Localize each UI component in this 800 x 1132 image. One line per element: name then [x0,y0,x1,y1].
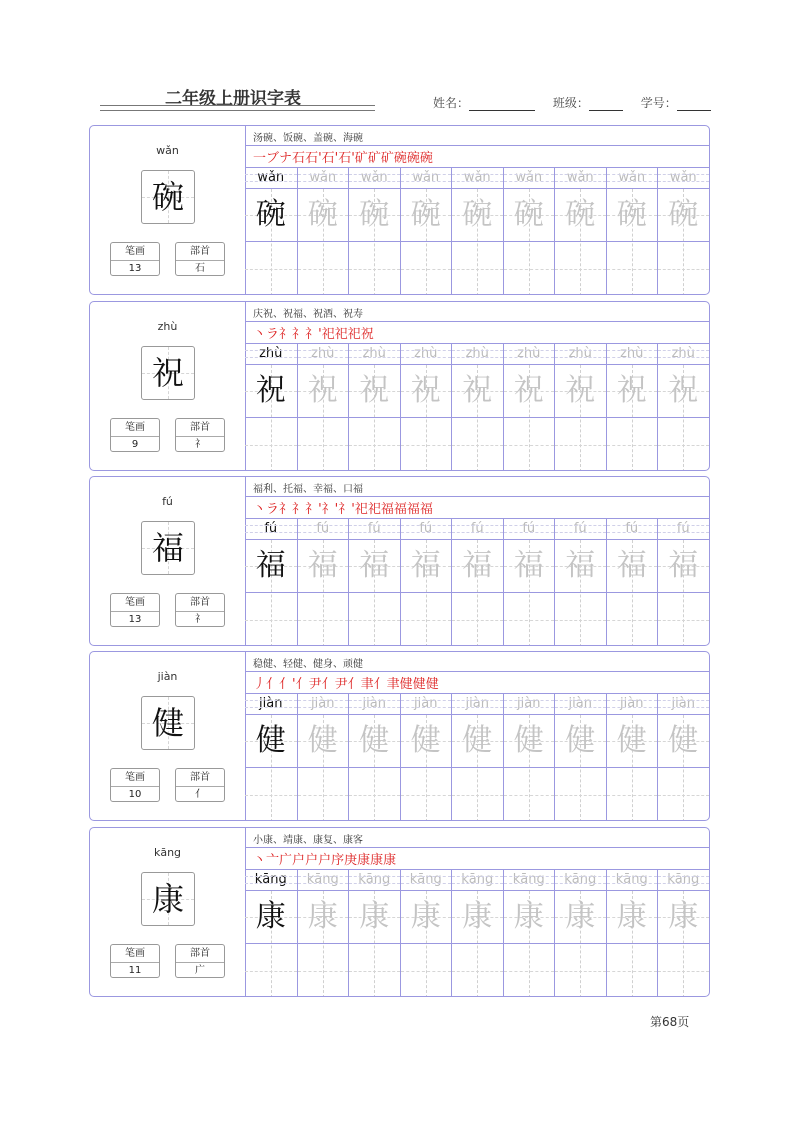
stroke-step: 礻 [292,327,306,342]
practice-cell[interactable] [657,869,709,997]
practice-cell[interactable] [503,869,555,997]
practice-char: 祝 [616,373,647,408]
practice-cell[interactable] [503,518,555,646]
practice-char: 福 [565,548,596,583]
practice-char: 福 [668,548,699,583]
practice-pinyin: wǎn [349,167,400,189]
practice-cell[interactable] [245,693,297,821]
stroke-step: 祀 [367,502,381,517]
stroke-count-label: 笔画 [111,769,159,787]
stroke-step: 矿 [354,151,368,166]
practice-grid [245,693,709,821]
stroke-step: ラ [266,327,280,342]
radical-box [175,242,225,276]
stroke-count-label: 笔画 [111,419,159,437]
stroke-step: ブ [266,151,280,166]
practice-pinyin: jiàn [245,693,297,715]
stroke-step: 石' [321,151,339,166]
practice-cell[interactable] [503,693,555,821]
practice-pinyin: jiàn [349,693,400,715]
practice-char: 康 [462,899,493,934]
stroke-step: 亻 [266,677,280,692]
practice-pinyin: kāng [349,869,400,891]
stroke-step: 康 [383,853,397,868]
char-info-panel [90,126,246,294]
example-words: 小康、靖康、康复、康客 [253,835,363,846]
practice-cell[interactable] [657,167,709,295]
practice-grid [245,869,709,997]
practice-pinyin: fú [504,518,555,540]
char-box [141,170,195,224]
practice-char: 祝 [255,373,286,408]
stroke-count-value: 11 [128,965,142,976]
page-title: 二年级上册识字表 [165,89,301,109]
practice-pinyin: fú [607,518,658,540]
char-card [89,476,710,646]
practice-cell[interactable] [554,343,606,471]
stroke-step: 丶 [253,327,267,342]
char-box [141,696,195,750]
char-card [89,301,710,471]
practice-pinyin: jiàn [555,693,606,715]
practice-cell[interactable] [245,869,297,997]
practice-cell[interactable] [503,343,555,471]
stroke-step: 户 [318,853,332,868]
stroke-step: ラ [266,502,280,517]
stroke-step: 祝 [360,327,374,342]
practice-char: 碗 [668,197,699,232]
stroke-step: 祀 [347,327,361,342]
id-label: 学号： [640,96,677,110]
practice-char: 康 [255,899,286,934]
practice-cell[interactable] [348,167,400,295]
practice-cell[interactable] [503,167,555,295]
practice-char: 碗 [565,197,596,232]
char-large: 福 [151,529,184,567]
practice-cell[interactable] [245,518,297,646]
practice-char: 碗 [359,197,390,232]
stroke-step: 亻尹 [321,677,348,692]
practice-char: 碗 [307,197,338,232]
practice-char: 福 [255,548,286,583]
radical-label: 部首 [176,419,224,437]
practice-cell[interactable] [245,343,297,471]
stroke-step: 亻聿 [347,677,374,692]
practice-char: 康 [616,899,647,934]
practice-char: 祝 [565,373,596,408]
practice-panel [245,302,709,470]
radical-box [175,418,225,452]
practice-char: 福 [462,548,493,583]
stroke-step: 礻' [305,502,322,517]
practice-pinyin: kāng [607,869,658,891]
stroke-step: 亻' [279,677,296,692]
char-box [141,346,195,400]
stroke-step: 健 [399,677,413,692]
radical-value: 广 [195,965,205,976]
radical-box [175,593,225,627]
practice-pinyin: zhù [298,343,349,365]
practice-pinyin: wǎn [401,167,452,189]
stroke-order [253,849,396,868]
stroke-step: 碗 [393,151,407,166]
practice-cell[interactable] [451,167,503,295]
char-pinyin: zhù [157,320,178,333]
stroke-count-value: 13 [128,614,142,625]
practice-char: 福 [410,548,441,583]
practice-cell[interactable] [554,167,606,295]
stroke-step: 广 [279,853,293,868]
practice-pinyin: jiàn [504,693,555,715]
radical-value: 亻 [195,789,205,800]
practice-char: 碗 [462,197,493,232]
practice-pinyin: fú [298,518,349,540]
practice-pinyin: zhù [245,343,297,365]
practice-cell[interactable] [554,693,606,821]
practice-char: 碗 [513,197,544,232]
practice-char: 健 [307,723,338,758]
char-pinyin: kāng [153,846,182,859]
stroke-count-label: 笔画 [111,243,159,261]
name-label: 姓名： [433,96,470,110]
class-label: 班级： [552,96,589,110]
practice-char: 祝 [410,373,441,408]
title-underline [100,105,375,111]
practice-cell[interactable] [657,343,709,471]
practice-pinyin: zhù [452,343,503,365]
stroke-count-label: 笔画 [111,945,159,963]
practice-pinyin: fú [349,518,400,540]
practice-char: 祝 [462,373,493,408]
practice-char: 健 [565,723,596,758]
practice-pinyin: kāng [298,869,349,891]
practice-cell[interactable] [451,869,503,997]
practice-pinyin: fú [245,518,297,540]
practice-char: 健 [410,723,441,758]
stroke-step: 户 [292,853,306,868]
practice-cell[interactable] [297,518,349,646]
practice-pinyin: wǎn [555,167,606,189]
char-info-panel [90,302,246,470]
practice-char: 康 [307,899,338,934]
practice-char: 祝 [359,373,390,408]
radical-label: 部首 [176,243,224,261]
practice-char: 健 [255,723,286,758]
stroke-count-box [110,768,160,802]
stroke-step: 福 [406,502,420,517]
practice-pinyin: wǎn [298,167,349,189]
char-card [89,827,710,997]
radical-label: 部首 [176,594,224,612]
practice-cell[interactable] [348,518,400,646]
practice-cell[interactable] [297,869,349,997]
practice-char: 福 [616,548,647,583]
stroke-count-box [110,242,160,276]
stroke-step: 礻' [305,327,322,342]
practice-pinyin: zhù [658,343,709,365]
stroke-step: 礻 [279,502,293,517]
practice-char: 福 [359,548,390,583]
stroke-step: 丶 [253,502,267,517]
practice-char: 健 [513,723,544,758]
stroke-step: 祀 [321,327,335,342]
practice-pinyin: wǎn [658,167,709,189]
example-words: 汤碗、饭碗、盖碗、海碗 [253,133,363,144]
stroke-step: 祀 [354,502,368,517]
practice-char: 健 [668,723,699,758]
practice-pinyin: fú [555,518,606,540]
stroke-order [253,498,433,517]
practice-cell[interactable] [554,869,606,997]
char-large: 碗 [151,178,184,216]
radical-box [175,944,225,978]
practice-panel [245,126,709,294]
stroke-step: 福 [419,502,433,517]
stroke-step: 序 [331,853,345,868]
stroke-step: 户 [305,853,319,868]
example-words: 庆祝、祝福、祝酒、祝寿 [253,309,363,320]
student-fields [433,94,711,111]
stroke-count-value: 13 [128,263,142,274]
practice-char: 碗 [255,197,286,232]
practice-char: 康 [565,899,596,934]
stroke-count-box [110,418,160,452]
practice-cell[interactable] [348,693,400,821]
practice-cell[interactable] [451,343,503,471]
practice-cell[interactable] [348,343,400,471]
radical-value: 礻 [195,439,205,450]
practice-char: 康 [359,899,390,934]
char-info-panel [90,652,246,820]
char-card [89,651,710,821]
practice-char: 祝 [307,373,338,408]
stroke-step: 亻聿 [373,677,400,692]
stroke-step: 石' [305,151,322,166]
practice-cell[interactable] [657,693,709,821]
practice-cell[interactable] [606,518,658,646]
stroke-order [253,147,433,166]
practice-pinyin: zhù [555,343,606,365]
stroke-step: ナ [279,151,293,166]
stroke-step: 礻' [321,502,339,517]
page-header [0,0,800,120]
practice-grid [245,167,709,295]
practice-grid [245,343,709,471]
practice-pinyin: jiàn [658,693,709,715]
practice-pinyin: zhù [607,343,658,365]
practice-cell[interactable] [451,518,503,646]
id-blank[interactable] [677,98,711,111]
practice-cell[interactable] [348,869,400,997]
stroke-count-value: 9 [131,439,139,450]
practice-cell[interactable] [606,167,658,295]
practice-char: 碗 [616,197,647,232]
practice-pinyin: zhù [401,343,452,365]
practice-pinyin: jiàn [452,693,503,715]
stroke-step: 一 [253,151,267,166]
practice-cell[interactable] [400,869,452,997]
stroke-count-box [110,944,160,978]
practice-char: 康 [668,899,699,934]
practice-cell[interactable] [245,167,297,295]
stroke-step: 亻尹 [295,677,322,692]
stroke-step: 康 [357,853,371,868]
class-blank[interactable] [589,98,623,111]
practice-pinyin: kāng [401,869,452,891]
char-pinyin: fú [162,495,173,508]
practice-char: 福 [513,548,544,583]
char-info-panel [90,828,246,996]
practice-pinyin: fú [452,518,503,540]
practice-pinyin: kāng [504,869,555,891]
stroke-order [253,673,439,692]
char-pinyin: wǎn [156,144,179,157]
practice-pinyin: wǎn [245,167,297,189]
char-info-panel [90,477,246,645]
practice-panel [245,828,709,996]
stroke-step: 福 [393,502,407,517]
practice-cell[interactable] [606,869,658,997]
practice-cell[interactable] [451,693,503,821]
practice-pinyin: zhù [504,343,555,365]
example-words: 稳健、轻健、健身、顽健 [253,659,363,670]
practice-cell[interactable] [400,518,452,646]
practice-char: 健 [462,723,493,758]
example-words: 福利、托福、幸福、口福 [253,484,363,495]
stroke-step: 健 [425,677,439,692]
char-box [141,872,195,926]
stroke-count-label: 笔画 [111,594,159,612]
stroke-step: 矿 [367,151,381,166]
practice-cell[interactable] [400,693,452,821]
char-pinyin: jiàn [157,670,178,683]
char-large: 康 [151,880,184,918]
stroke-count-value: 10 [128,789,142,800]
practice-pinyin: kāng [245,869,297,891]
practice-panel [245,477,709,645]
stroke-step: 福 [380,502,394,517]
practice-panel [245,652,709,820]
practice-pinyin: kāng [658,869,709,891]
practice-cell[interactable] [606,693,658,821]
radical-box [175,768,225,802]
practice-pinyin: fú [401,518,452,540]
practice-pinyin: wǎn [607,167,658,189]
stroke-step: 碗 [419,151,433,166]
stroke-step: 碗 [406,151,420,166]
stroke-step: 健 [412,677,426,692]
practice-char: 健 [616,723,647,758]
practice-pinyin: fú [658,518,709,540]
radical-value: 礻 [195,614,205,625]
practice-char: 祝 [513,373,544,408]
practice-char: 碗 [410,197,441,232]
practice-char: 康 [513,899,544,934]
practice-pinyin: wǎn [452,167,503,189]
stroke-step: 矿 [380,151,394,166]
stroke-step: 丶 [253,853,267,868]
practice-cell[interactable] [297,693,349,821]
radical-value: 石 [195,263,205,274]
practice-char: 健 [359,723,390,758]
stroke-step: 礻' [338,502,355,517]
practice-cell[interactable] [297,167,349,295]
stroke-order [253,323,374,342]
practice-cell[interactable] [554,518,606,646]
practice-pinyin: jiàn [401,693,452,715]
practice-pinyin: jiàn [298,693,349,715]
char-box [141,521,195,575]
practice-cell[interactable] [400,343,452,471]
stroke-step: 石' [338,151,355,166]
char-large: 健 [151,704,184,742]
stroke-step: 庚 [344,853,358,868]
practice-char: 康 [410,899,441,934]
practice-pinyin: zhù [349,343,400,365]
page-number: 第68页 [650,1015,690,1029]
stroke-step: 石 [292,151,306,166]
practice-pinyin: kāng [452,869,503,891]
stroke-step: 礻 [292,502,306,517]
practice-cell[interactable] [400,167,452,295]
stroke-step: 亠 [266,853,280,868]
stroke-step: 礻 [279,327,293,342]
practice-cell[interactable] [606,343,658,471]
practice-char: 祝 [668,373,699,408]
practice-grid [245,518,709,646]
practice-pinyin: jiàn [607,693,658,715]
stroke-step: 丿 [253,677,267,692]
practice-cell[interactable] [657,518,709,646]
name-blank[interactable] [469,98,535,111]
char-large: 祝 [151,354,184,392]
practice-char: 福 [307,548,338,583]
practice-pinyin: kāng [555,869,606,891]
practice-cell[interactable] [297,343,349,471]
stroke-count-box [110,593,160,627]
char-card [89,125,710,295]
stroke-step: 康 [370,853,384,868]
radical-label: 部首 [176,945,224,963]
practice-pinyin: wǎn [504,167,555,189]
stroke-step: 祀 [334,327,348,342]
radical-label: 部首 [176,769,224,787]
